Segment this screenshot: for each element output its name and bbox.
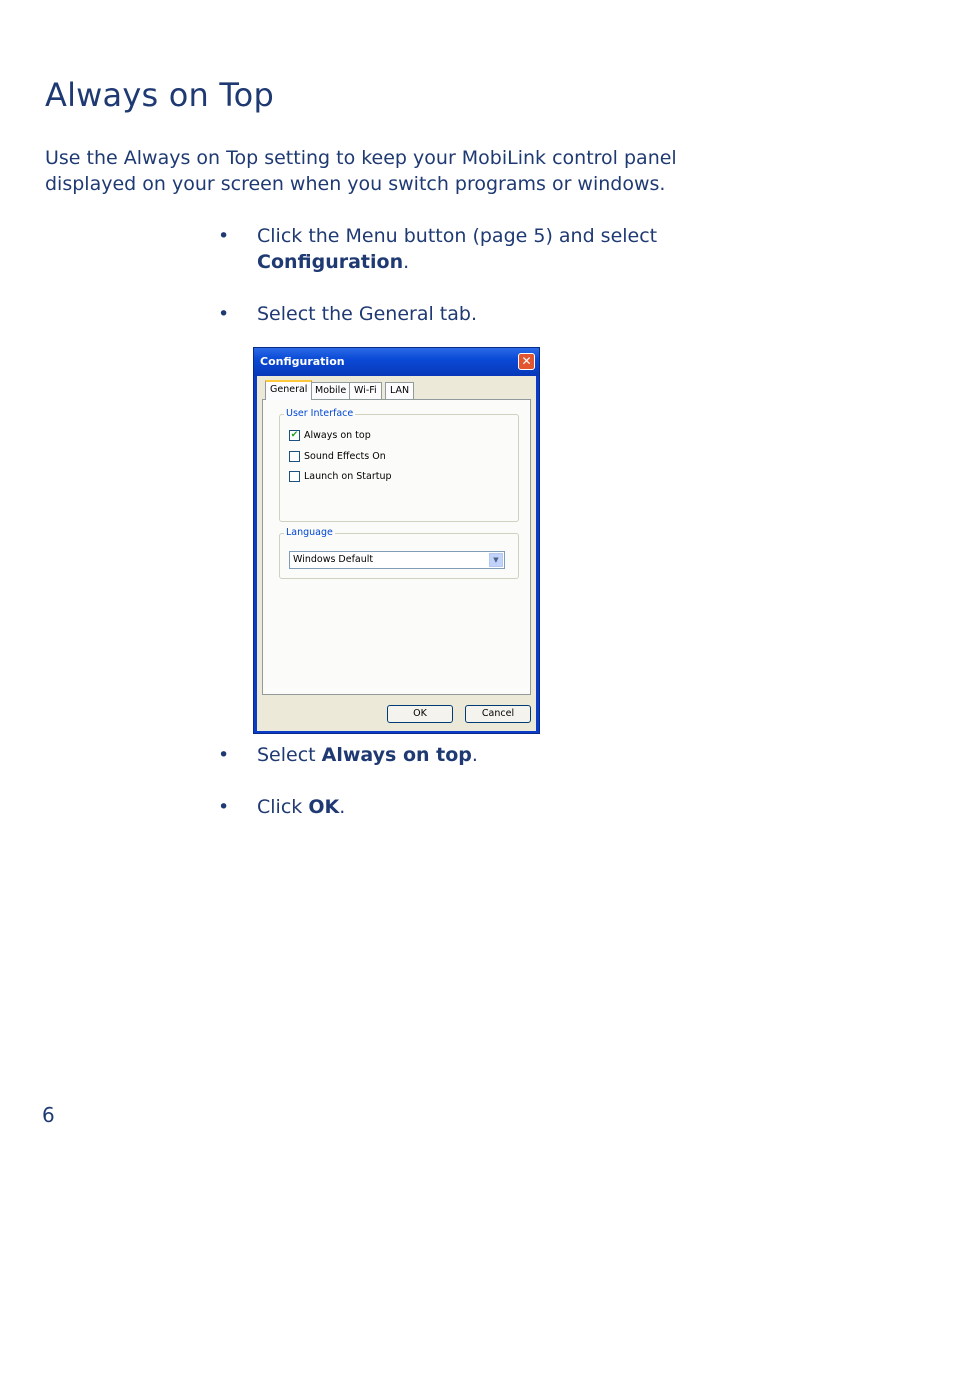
step-text (257, 794, 687, 820)
option-label: Launch on Startup (304, 471, 392, 482)
checkbox-icon[interactable] (289, 451, 300, 462)
chevron-down-icon[interactable]: ▼ (489, 553, 503, 567)
intro-paragraph: Use the Always on Top setting to keep your MobiLink control panel displayed on your screen when you switch programs or windows. (45, 147, 677, 195)
general-tab-panel (262, 399, 531, 695)
user-interface-label: User Interface (286, 408, 354, 419)
tab-mobile[interactable]: Mobile (310, 382, 351, 399)
user-interface-group (279, 408, 519, 522)
ok-button[interactable]: OK (387, 705, 453, 723)
checkbox-checked-icon[interactable]: ✔ (290, 430, 299, 440)
step-tail: . (339, 796, 346, 818)
step-bold: Configuration (257, 251, 404, 273)
page-title: Always on Top (45, 76, 274, 114)
step-text: Select the General tab. (257, 303, 477, 325)
option-label: Always on top (304, 430, 371, 441)
configuration-dialog (253, 347, 540, 734)
tab-general[interactable]: General (265, 380, 312, 400)
step-text-lead: Select (257, 744, 322, 766)
language-group (279, 527, 519, 579)
page-number: 6 (42, 1103, 55, 1127)
step-text-lead: Click (257, 796, 309, 818)
dialog-title: Configuration (260, 355, 345, 368)
step-text-lead: Click the Menu button (page 5) and select (257, 225, 658, 247)
dialog-titlebar (254, 348, 539, 376)
language-label: Language (286, 527, 333, 538)
checkbox-icon[interactable] (289, 471, 300, 482)
bullet-icon: • (218, 225, 230, 247)
language-selected-value: Windows Default (293, 554, 374, 565)
dialog-body (257, 376, 536, 731)
step-bold: Always on top (321, 744, 472, 766)
option-label: Sound Effects On (304, 451, 386, 462)
language-select[interactable] (289, 551, 505, 569)
step-text (257, 223, 687, 275)
bullet-icon: • (218, 796, 230, 818)
step-text (257, 742, 687, 768)
bullet-icon: • (218, 303, 230, 325)
bullet-icon: • (218, 744, 230, 766)
cancel-button[interactable]: Cancel (465, 705, 531, 723)
step-bold: OK (308, 796, 340, 818)
step-tail: . (403, 251, 410, 273)
tab-wifi[interactable]: Wi-Fi (349, 382, 382, 399)
close-icon[interactable]: ✕ (518, 353, 535, 370)
step-tail: . (471, 744, 478, 766)
tab-lan[interactable]: LAN (385, 382, 414, 399)
